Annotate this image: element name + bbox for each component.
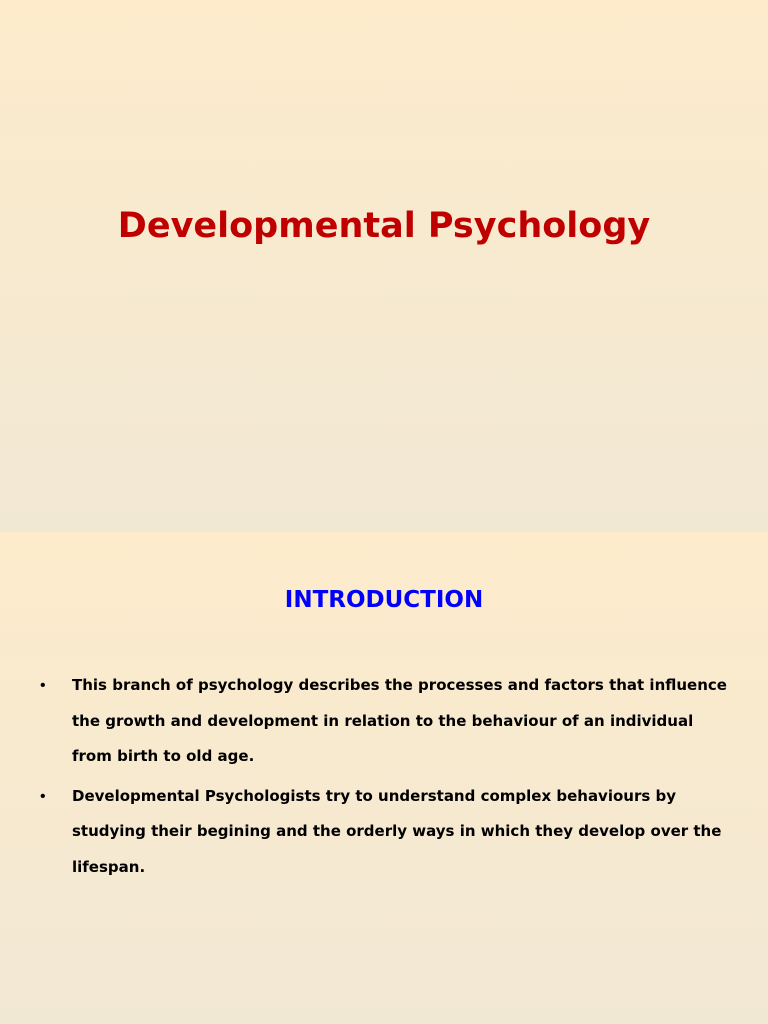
bullet-text: This branch of psychology describes the processes and factors that influence the growth and development in relation to the behaviour of an individual from birth to old age. [72,676,727,765]
section-heading: INTRODUCTION [284,587,484,613]
slide-title: Developmental Psychology [117,206,651,246]
bullet-list [40,668,730,889]
bullet-text: Developmental Psychologists try to understand complex behaviours by studying their begining and the orderly ways in which they develop over the lifespan. [72,786,722,876]
bullet-item [40,779,730,886]
introduction-slide [0,532,768,1024]
bullet-icon: • [40,677,46,694]
bullet-item [40,668,730,775]
bullet-icon: • [40,787,46,805]
